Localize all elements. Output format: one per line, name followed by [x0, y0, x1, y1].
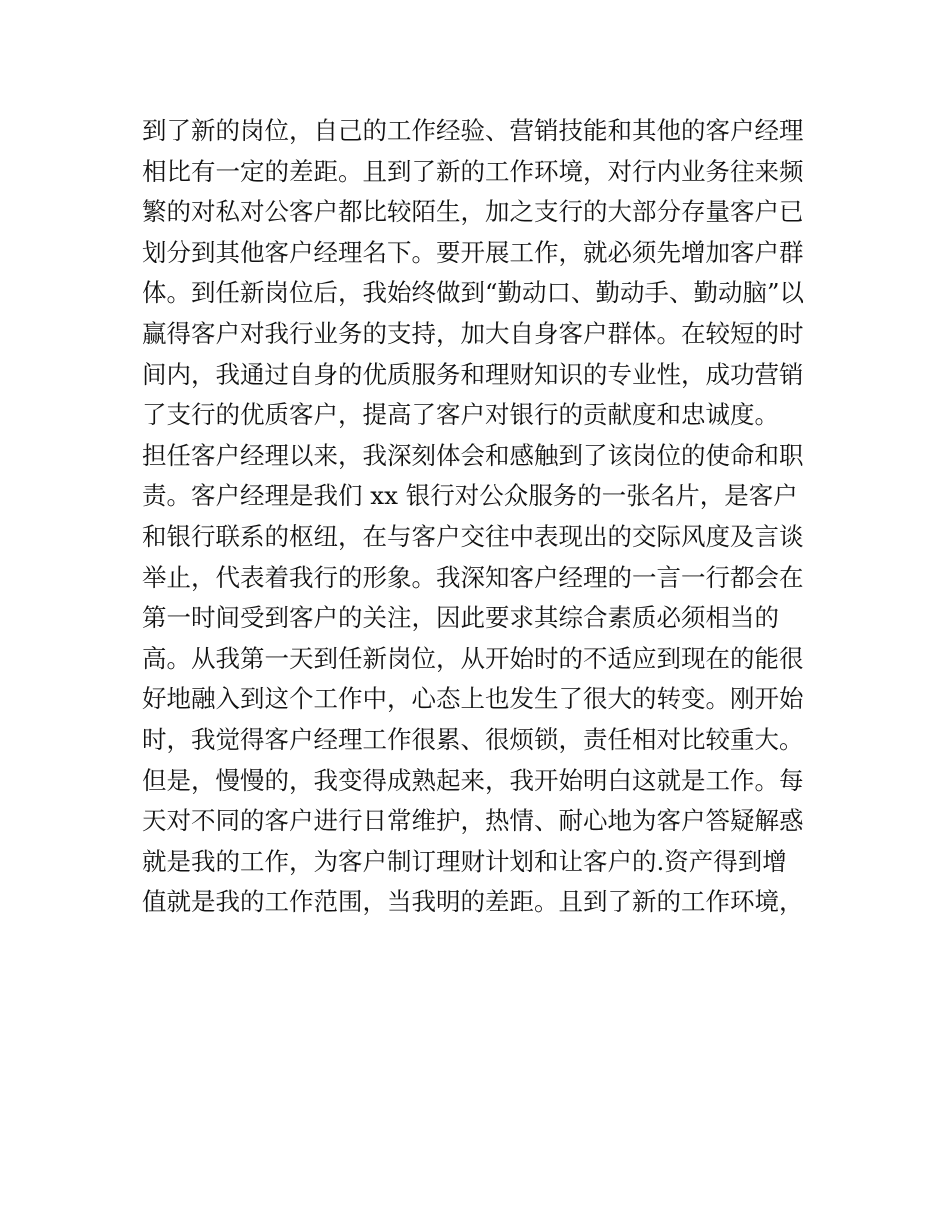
- text-line: 繁的对私对公客户都比较陌生，加之支行的大部分存量客户已: [142, 197, 804, 227]
- text-line: 值就是我的工作范围，当我明的差距。且到了新的工作环境，: [142, 887, 804, 917]
- text-line: 时，我觉得客户经理工作很累、很烦锁，责任相对比较重大。: [142, 724, 804, 754]
- text-line: 举止，代表着我行的形象。我深知客户经理的一言一行都会在: [142, 562, 804, 592]
- text-line: 了支行的优质客户，提高了客户对银行的贡献度和忠诚度。: [142, 400, 779, 430]
- text-line: 相比有一定的差距。且到了新的工作环境，对行内业务往来频: [142, 156, 804, 186]
- text-line: 体。到任新岗位后，我始终做到“勤动口、勤动手、勤动脑”以: [142, 278, 805, 308]
- text-line: 就是我的工作，为客户制订理财计划和让客户的.资产得到增: [142, 846, 787, 876]
- text-line: 天对不同的客户进行日常维护，热情、耐心地为客户答疑解惑: [142, 806, 804, 836]
- text-line: 担任客户经理以来，我深刻体会和感触到了该岗位的使命和职: [142, 440, 804, 470]
- body-text: [142, 111, 822, 923]
- text-line: 和银行联系的枢纽，在与客户交往中表现出的交际风度及言谈: [142, 521, 804, 551]
- text-line: 划分到其他客户经理名下。要开展工作，就必须先增加客户群: [142, 237, 804, 267]
- text-line: 到了新的岗位，自己的工作经验、营销技能和其他的客户经理: [142, 116, 804, 145]
- text-line: 第一时间受到客户的关注，因此要求其综合素质必须相当的: [142, 603, 779, 633]
- text-line: 但是，慢慢的，我变得成熟起来，我开始明白这就是工作。每: [142, 765, 804, 795]
- text-line: 高。从我第一天到任新岗位，从开始时的不适应到现在的能很: [142, 643, 804, 673]
- text-line: 好地融入到这个工作中，心态上也发生了很大的转变。刚开始: [142, 684, 804, 714]
- text-line: 责。客户经理是我们 xx 银行对公众服务的一张名片，是客户: [142, 481, 798, 511]
- text-line: 间内，我通过自身的优质服务和理财知识的专业性，成功营销: [142, 359, 804, 389]
- text-line: 赢得客户对我行业务的支持，加大自身客户群体。在较短的时: [142, 318, 804, 348]
